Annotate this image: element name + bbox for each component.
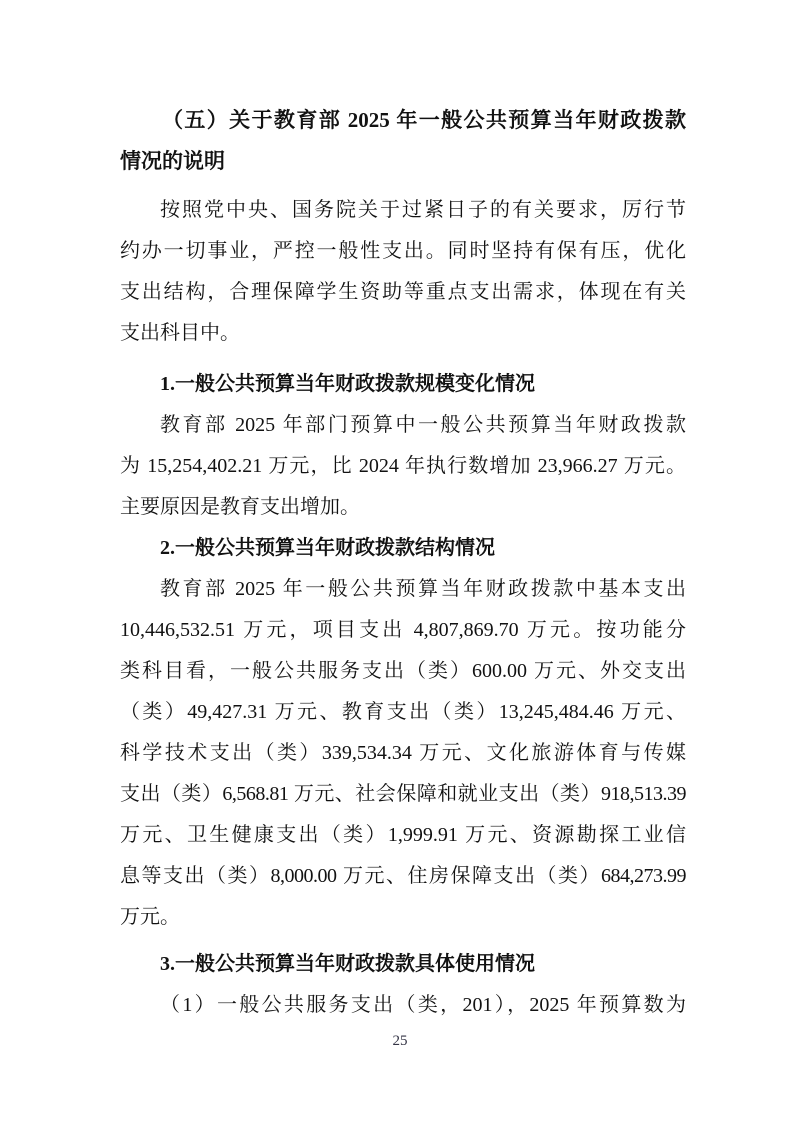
intro-paragraph [120, 190, 686, 354]
section-3-paragraph [120, 985, 686, 1026]
intro-line-2: 约办一切事业，严控一般性支出。同时坚持有保有压，优化 [120, 240, 686, 262]
section-2-line-9: 万元。 [120, 906, 180, 928]
section-2-line-6: 支出（类）6,568.81 万元、社会保障和就业支出（类）918,513.39 [120, 783, 686, 805]
section-2-line-4: （类）49,427.31 万元、教育支出（类）13,245,484.46 万元、 [120, 701, 686, 723]
section-1-heading: 1.一般公共预算当年财政拨款规模变化情况 [160, 373, 535, 395]
section-2-paragraph [120, 569, 686, 938]
intro-line-3: 支出结构，合理保障学生资助等重点支出需求，体现在有关 [120, 281, 686, 303]
section-3-heading: 3.一般公共预算当年财政拨款具体使用情况 [160, 953, 535, 975]
section-1-line-1: 教育部 2025 年部门预算中一般公共预算当年财政拨款 [160, 414, 686, 436]
section-2-heading: 2.一般公共预算当年财政拨款结构情况 [160, 537, 495, 559]
document-title [120, 100, 686, 182]
section-1-line-3: 主要原因是教育支出增加。 [120, 496, 360, 518]
section-1-line-2: 为 15,254,402.21 万元，比 2024 年执行数增加 23,966.27 万元。 [120, 455, 686, 477]
section-2-line-8: 息等支出（类）8,000.00 万元、住房保障支出（类）684,273.99 [120, 865, 686, 887]
document-title-line-1: （五）关于教育部 2025 年一般公共预算当年财政拨款 [162, 108, 686, 132]
document-title-line-2: 情况的说明 [120, 149, 225, 173]
intro-line-1: 按照党中央、国务院关于过紧日子的有关要求，厉行节 [160, 199, 686, 221]
section-2-line-3: 类科目看，一般公共服务支出（类）600.00 万元、外交支出 [120, 660, 686, 682]
page-number: 25 [392, 1033, 408, 1049]
document-content [120, 100, 686, 1026]
section-3-line-1: （1）一般公共服务支出（类，201），2025 年预算数为 [160, 994, 686, 1016]
intro-line-4: 支出科目中。 [120, 322, 240, 344]
section-2-line-1: 教育部 2025 年一般公共预算当年财政拨款中基本支出 [160, 578, 686, 600]
section-2-line-7: 万元、卫生健康支出（类）1,999.91 万元、资源勘探工业信 [120, 824, 686, 846]
section-2-line-5: 科学技术支出（类）339,534.34 万元、文化旅游体育与传媒 [120, 742, 686, 764]
section-1-paragraph [120, 405, 686, 528]
section-2-line-2: 10,446,532.51 万元，项目支出 4,807,869.70 万元。按功能分 [120, 619, 686, 641]
